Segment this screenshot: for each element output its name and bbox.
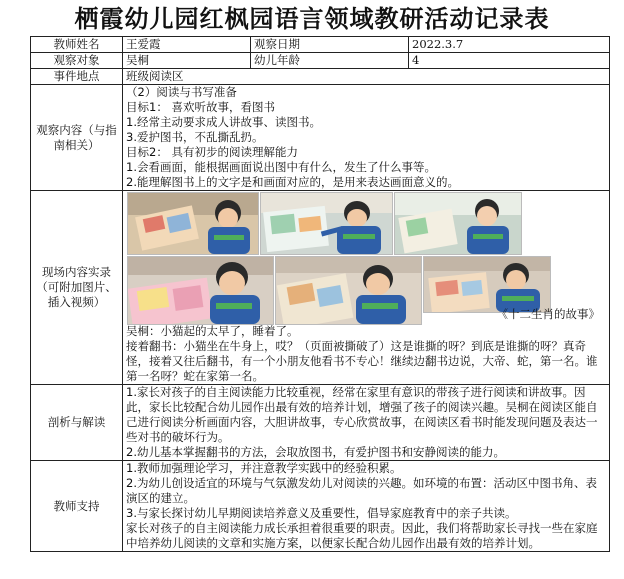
- observation-line: 2.能理解图书上的文字是和画面对应的，是用来表达画面意义的。: [126, 175, 459, 189]
- teacher-label: 教师姓名: [31, 37, 123, 53]
- support-label: 教师支持: [31, 461, 123, 552]
- record-table: [30, 36, 610, 552]
- analysis-line: 2.幼儿基本掌握翻书的方法，会取放图书，有爱护图书和安静阅读的能力。: [126, 445, 505, 459]
- scene-content: [123, 191, 610, 385]
- photo-reading-2: [260, 192, 393, 255]
- page-title: 栖霞幼儿园红枫园语言领域教研活动记录表: [74, 4, 550, 33]
- photo-reading-1: [127, 192, 259, 255]
- support-line: 1.教师加强理论学习，并注意教学实践中的经验积累。: [126, 461, 402, 475]
- place-label: 事件地点: [31, 69, 123, 85]
- scene-dialog-line: 接着翻书：小猫坐在牛身上，哎？（页面被撕破了）这是谁撕的呀？到底是谁撕的呀？真奇怪，接着又往后翻书，有一个小朋友他看书不专心！继续边翻书边说，大帝、蛇，第一名。谁第一名呀？蛇在家第一名。: [126, 339, 598, 383]
- age-value: 4: [409, 53, 610, 69]
- age-label: 幼儿年龄: [251, 53, 409, 69]
- observation-line: 目标2： 具有初步的阅读理解能力: [126, 145, 298, 159]
- observation-content: [123, 85, 610, 191]
- teacher-value: 王爱霞: [123, 37, 251, 53]
- photo-caption: 《十二生肖的故事》: [496, 307, 600, 321]
- analysis-line: 1.家长对孩子的自主阅读能力比较重视，经常在家里有意识的带孩子进行阅读和讲故事。因此，家长比较配合幼儿园作出最有效的培养计划，增强了孩子的阅读兴趣。吴桐在阅读区能自己进行阅读分析画面内容，大胆讲故事，专心欣赏故事，在阅读区看书时能发现问题及表达一些对书的破坏行为。: [126, 385, 598, 444]
- observation-label: 观察内容（与指南相关）: [31, 85, 123, 191]
- photo-gallery: [126, 191, 606, 324]
- photo-reading-3: [394, 192, 522, 255]
- support-line: 家长对孩子的自主阅读能力成长承担着很重要的职责。因此，我们将帮助家长寻找一些在家庭中培养幼儿阅读的文章和实施方案，以便家长配合幼儿园作出最有效的培养计划。: [126, 521, 598, 550]
- observation-line: 目标1： 喜欢听故事，看图书: [126, 100, 275, 114]
- observation-line: 1.经常主动要求成人讲故事、读图书。: [126, 115, 321, 129]
- observation-line: 1.会看画面，能根据画面说出图中有什么，发生了什么事等。: [126, 160, 436, 174]
- scene-dialog-line: 吴桐：小猫起的太早了，睡着了。: [126, 324, 299, 338]
- support-content: [123, 461, 610, 552]
- subject-label: 观察对象: [31, 53, 123, 69]
- subject-value: 吴桐: [123, 53, 251, 69]
- photo-reading-5: [275, 256, 422, 325]
- observation-line: 3.爱护图书，不乱撕乱扔。: [126, 130, 264, 144]
- photo-reading-4: [127, 256, 274, 325]
- observation-line: （2）阅读与书写准备: [126, 85, 237, 99]
- photo-reading-6: [423, 256, 551, 313]
- date-value: 2022.3.7: [409, 37, 610, 53]
- analysis-content: [123, 385, 610, 461]
- scene-label: 现场内容实录（可附加图片、插入视频）: [31, 191, 123, 385]
- date-label: 观察日期: [251, 37, 409, 53]
- place-value: 班级阅读区: [123, 69, 610, 85]
- support-line: 2.为幼儿创设适宜的环境与气氛激发幼儿对阅读的兴趣。如环境的布置：活动区中图书角、表演区的建立。: [126, 476, 597, 505]
- analysis-label: 剖析与解读: [31, 385, 123, 461]
- support-line: 3.与家长探讨幼儿早期阅读培养意义及重要性，倡导家庭教育中的亲子共读。: [126, 506, 517, 520]
